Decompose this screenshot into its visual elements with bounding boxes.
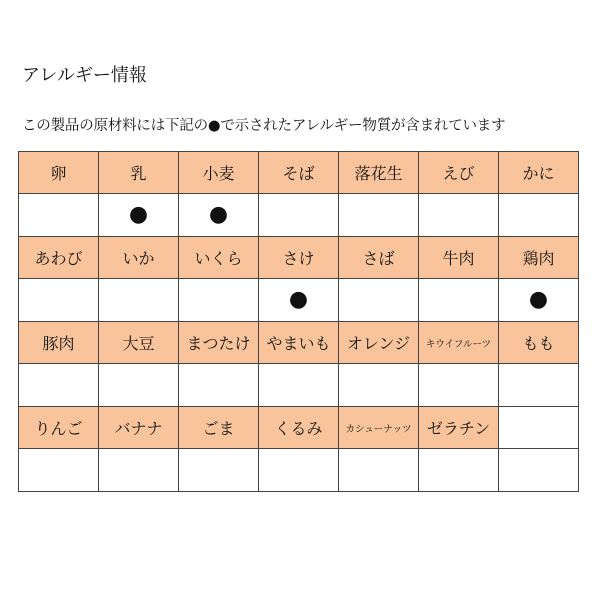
- allergen-name-cell: やまいも: [259, 322, 339, 364]
- allergen-mark-cell: ●: [499, 279, 579, 322]
- allergen-name-cell: かに: [499, 152, 579, 194]
- allergen-mark-cell: ●: [179, 194, 259, 237]
- allergen-name-cell: さば: [339, 237, 419, 279]
- allergen-name-cell: くるみ: [259, 407, 339, 449]
- allergen-name-cell: 牛肉: [419, 237, 499, 279]
- allergen-mark-cell: [179, 364, 259, 407]
- allergen-name-cell: そば: [259, 152, 339, 194]
- allergen-name-cell: りんご: [19, 407, 99, 449]
- allergen-mark-cell: [419, 449, 499, 492]
- allergen-mark-row: [19, 279, 579, 322]
- allergen-name-cell: もも: [499, 322, 579, 364]
- allergen-mark-cell: [19, 279, 99, 322]
- allergen-name-cell: キウイフルーツ: [419, 322, 499, 364]
- allergen-mark-cell: [179, 279, 259, 322]
- allergen-name-cell: バナナ: [99, 407, 179, 449]
- allergen-mark-cell: [419, 364, 499, 407]
- allergen-mark-cell: [259, 194, 339, 237]
- allergen-mark-cell: [179, 449, 259, 492]
- allergen-mark-cell: [259, 449, 339, 492]
- allergen-name-cell: いくら: [179, 237, 259, 279]
- allergen-name-row: [19, 152, 579, 194]
- allergen-name-row: [19, 237, 579, 279]
- allergen-name-cell: あわび: [19, 237, 99, 279]
- allergen-mark-cell: [259, 364, 339, 407]
- allergen-mark-cell: [339, 449, 419, 492]
- allergen-mark-cell: [499, 194, 579, 237]
- allergen-mark-row: [19, 449, 579, 492]
- allergen-name-cell: えび: [419, 152, 499, 194]
- allergen-mark-cell: [339, 194, 419, 237]
- allergen-name-row: [19, 407, 579, 449]
- allergen-name-cell-empty: [499, 407, 579, 449]
- allergen-name-cell: ごま: [179, 407, 259, 449]
- allergen-mark-cell: [339, 279, 419, 322]
- allergen-name-cell: 卵: [19, 152, 99, 194]
- allergen-name-cell: 乳: [99, 152, 179, 194]
- allergen-name-cell: 大豆: [99, 322, 179, 364]
- allergen-name-cell: 落花生: [339, 152, 419, 194]
- allergen-mark-row: [19, 364, 579, 407]
- allergen-mark-cell: [19, 194, 99, 237]
- allergen-mark-cell: [419, 279, 499, 322]
- allergen-table: [18, 151, 579, 492]
- allergen-mark-cell: [99, 279, 179, 322]
- allergen-name-cell: 鶏肉: [499, 237, 579, 279]
- allergen-mark-cell: [19, 449, 99, 492]
- allergen-mark-cell: [499, 364, 579, 407]
- allergen-name-cell: オレンジ: [339, 322, 419, 364]
- allergen-name-row: [19, 322, 579, 364]
- allergen-mark-cell: [99, 364, 179, 407]
- allergen-mark-cell: [339, 364, 419, 407]
- allergen-name-cell: いか: [99, 237, 179, 279]
- allergen-name-cell: カシューナッツ: [339, 407, 419, 449]
- allergen-mark-cell: [99, 449, 179, 492]
- allergen-name-cell: ゼラチン: [419, 407, 499, 449]
- allergen-name-cell: さけ: [259, 237, 339, 279]
- allergen-mark-cell: ●: [259, 279, 339, 322]
- allergen-mark-cell: [499, 449, 579, 492]
- allergen-name-cell: 豚肉: [19, 322, 99, 364]
- allergen-mark-cell: [419, 194, 499, 237]
- allergen-mark-cell: [19, 364, 99, 407]
- allergen-name-cell: 小麦: [179, 152, 259, 194]
- allergen-mark-cell: ●: [99, 194, 179, 237]
- page-title: アレルギー情報: [22, 65, 147, 86]
- allergen-description: この製品の原材料には下記の●で示されたアレルギー物質が含まれています: [22, 118, 506, 134]
- allergen-name-cell: まつたけ: [179, 322, 259, 364]
- allergen-mark-row: [19, 194, 579, 237]
